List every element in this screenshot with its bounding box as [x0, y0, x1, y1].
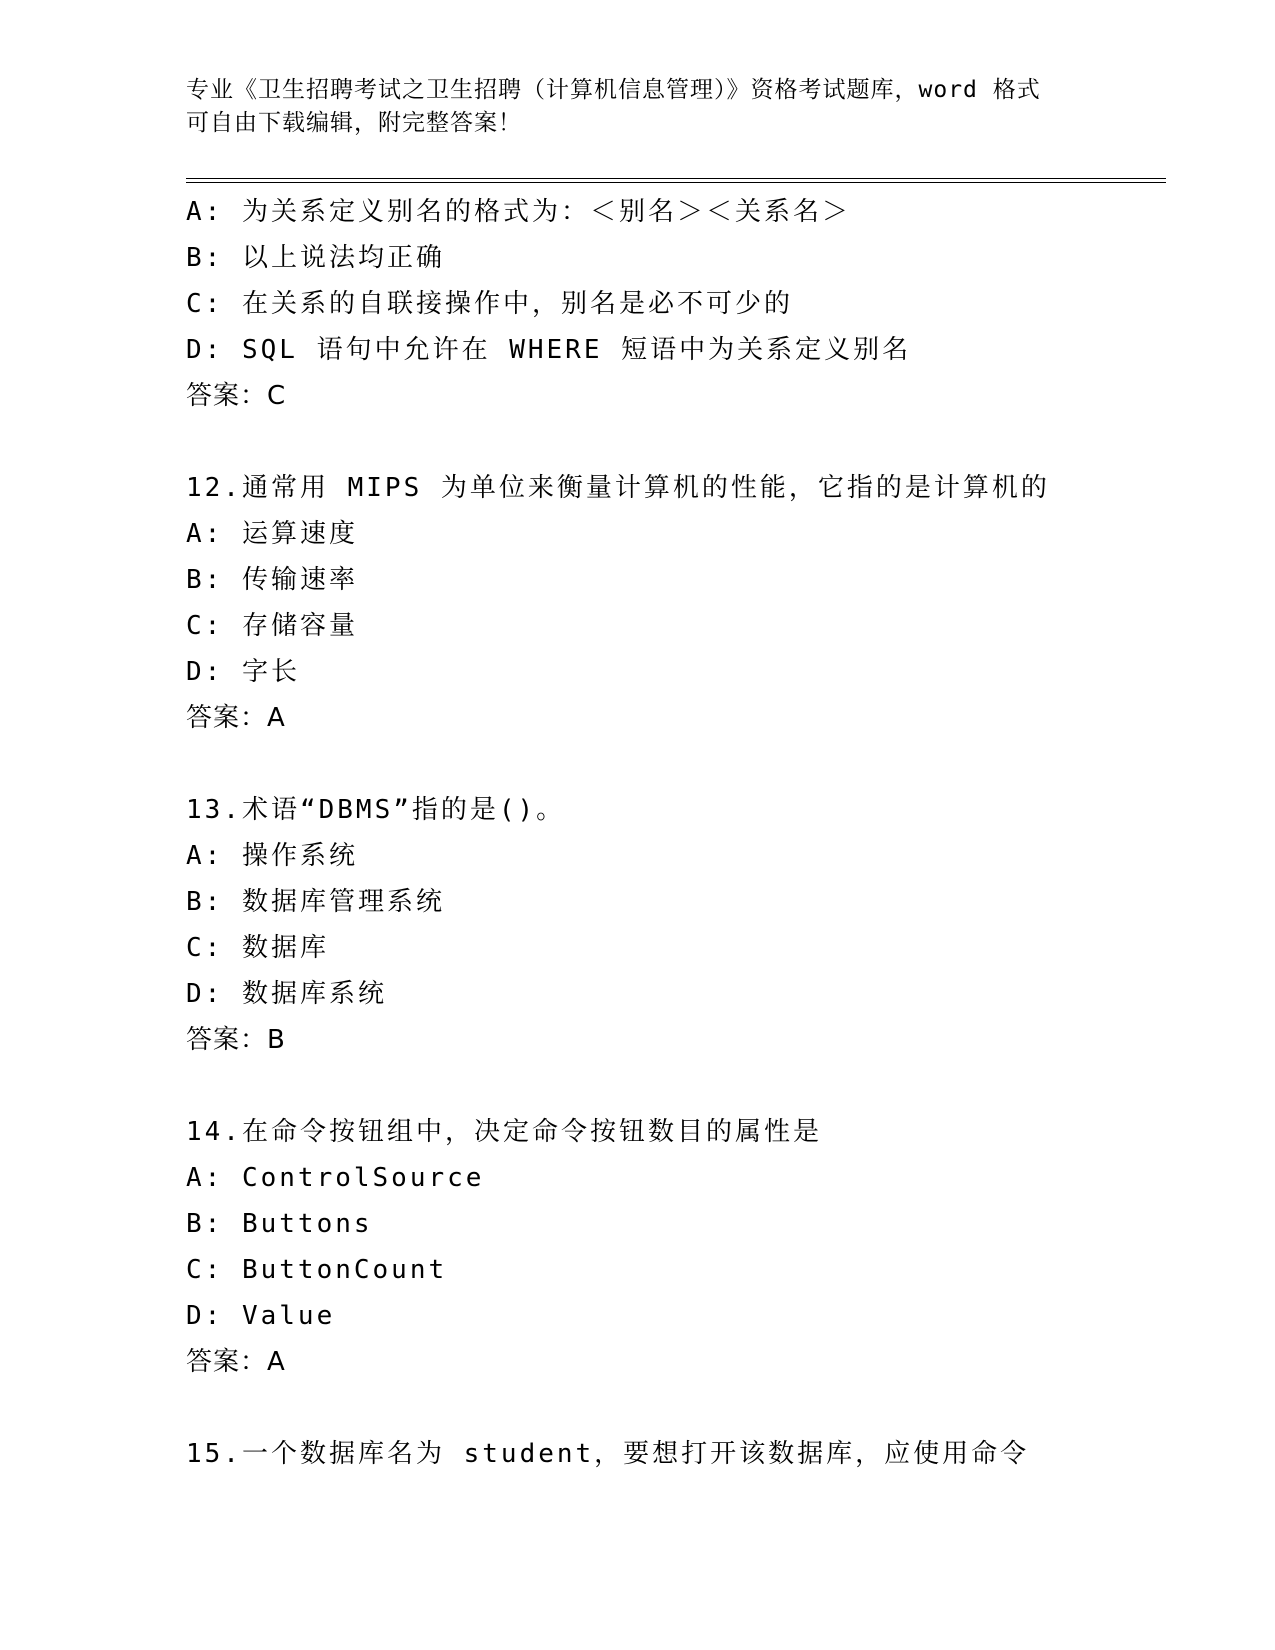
option-b: B: 以上说法均正确	[186, 243, 445, 273]
option-c: C: 数据库	[186, 933, 329, 963]
option-a: A: 操作系统	[186, 841, 358, 871]
option-b: B: Buttons	[186, 1209, 373, 1239]
spacer	[186, 419, 1166, 465]
document-header	[186, 74, 1086, 140]
question-text: 13.术语“DBMS”指的是()。	[186, 795, 566, 825]
header-line-1: 专业《卫生招聘考试之卫生招聘（计算机信息管理）》资格考试题库，word 格式	[186, 77, 1041, 103]
answer: 答案：A	[186, 703, 286, 733]
question-text: 15.一个数据库名为 student，要想打开该数据库，应使用命令	[186, 1439, 1030, 1469]
question-text: 12.通常用 MIPS 为单位来衡量计算机的性能，它指的是计算机的	[186, 473, 1050, 503]
question-12	[186, 465, 1166, 741]
option-d: D: SQL 语句中允许在 WHERE 短语中为关系定义别名	[186, 335, 912, 365]
question-13	[186, 787, 1166, 1063]
option-a: A: ControlSource	[186, 1163, 485, 1193]
question-11	[186, 189, 1166, 419]
option-d: D: 数据库系统	[186, 979, 387, 1009]
option-b: B: 数据库管理系统	[186, 887, 445, 917]
option-b: B: 传输速率	[186, 565, 358, 595]
option-a: A: 为关系定义别名的格式为：＜别名＞＜关系名＞	[186, 197, 851, 227]
question-14	[186, 1109, 1166, 1385]
question-text: 14.在命令按钮组中，决定命令按钮数目的属性是	[186, 1117, 822, 1147]
option-d: D: Value	[186, 1301, 336, 1331]
answer: 答案：A	[186, 1347, 286, 1377]
option-d: D: 字长	[186, 657, 300, 687]
answer: 答案：B	[186, 1025, 286, 1055]
question-list	[186, 189, 1166, 1477]
option-c: C: ButtonCount	[186, 1255, 448, 1285]
option-a: A: 运算速度	[186, 519, 358, 549]
spacer	[186, 1063, 1166, 1109]
spacer	[186, 1385, 1166, 1431]
option-c: C: 存储容量	[186, 611, 358, 641]
spacer	[186, 741, 1166, 787]
header-line-2: 可自由下载编辑，附完整答案！	[186, 110, 522, 136]
question-15	[186, 1431, 1166, 1477]
answer: 答案：C	[186, 381, 287, 411]
option-c: C: 在关系的自联接操作中，别名是必不可少的	[186, 289, 793, 319]
header-divider	[186, 178, 1166, 183]
